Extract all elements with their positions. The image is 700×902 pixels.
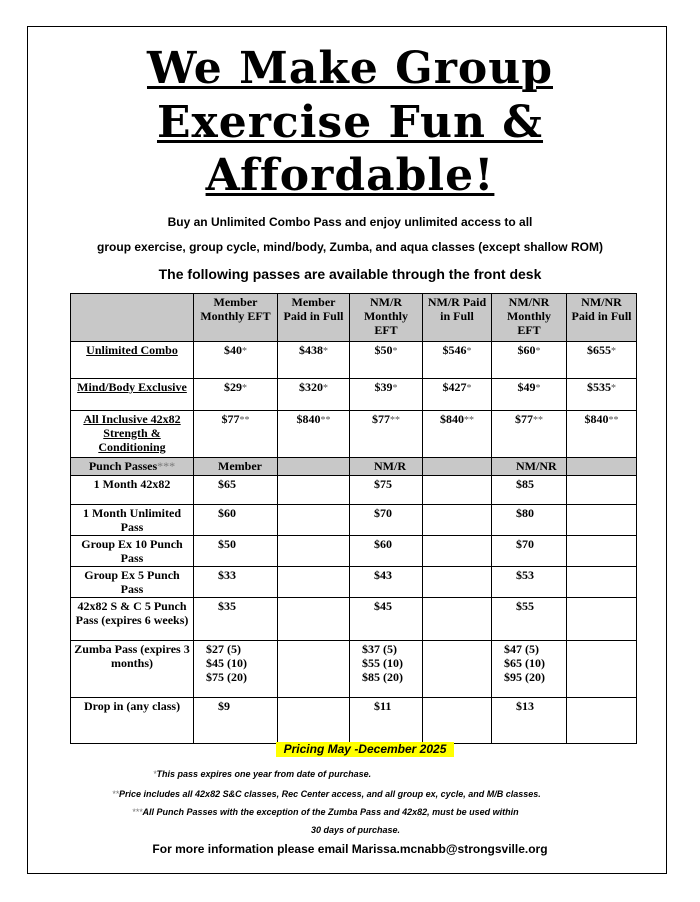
price-footnote-mark: * — [466, 346, 472, 357]
empty-cell — [278, 698, 350, 744]
row-label — [71, 379, 194, 411]
nmnr-price: $55 — [492, 598, 567, 641]
price-value: $77 — [372, 412, 390, 426]
punch-header-label — [71, 458, 194, 476]
footnote-text: This pass expires one year from date of purchase. — [156, 769, 372, 779]
footnote-text: Price includes all 42x82 S&C classes, Rec Center access, and all group ex, cycle, and M/B classes. — [119, 789, 541, 799]
pricing-table — [70, 293, 637, 744]
row-label: Group Ex 10 Punch Pass — [71, 536, 194, 567]
empty-cell — [567, 476, 637, 505]
table-row — [71, 379, 637, 411]
price-cell — [350, 411, 423, 458]
header-cell: NM/R Monthly EFT — [350, 294, 423, 342]
member-price: $50 — [194, 536, 278, 567]
nmnr-price: $53 — [492, 567, 567, 598]
empty-cell — [423, 505, 492, 536]
price-footnote-mark: ** — [239, 415, 250, 426]
header-cell: NM/NR Monthly EFT — [492, 294, 567, 342]
nmnr-price: $13 — [492, 698, 567, 744]
price-cell — [194, 379, 278, 411]
price-cell — [194, 342, 278, 379]
price-footnote-mark: ** — [390, 415, 400, 426]
footnote-2 — [112, 789, 541, 799]
table-row — [71, 411, 637, 458]
punch-header-empty — [567, 458, 637, 476]
subheading: The following passes are available through the front desk — [158, 266, 542, 282]
price-footnote-mark: * — [392, 346, 398, 357]
price-footnote-mark: * — [242, 346, 247, 357]
price-value: $655 — [587, 343, 611, 357]
nmr-price: $75 — [350, 476, 423, 505]
punch-header-text: Punch Passes — [88, 459, 158, 473]
price-cell — [350, 379, 423, 411]
intro-line-1: Buy an Unlimited Combo Pass and enjoy unlimited access to all — [167, 215, 533, 229]
price-footnote-mark: * — [535, 383, 541, 394]
row-label-text: Mind/Body Exclusive — [77, 380, 187, 394]
punch-header-nmnr: NM/NR — [492, 458, 567, 476]
row-label: 42x82 S & C 5 Punch Pass (expires 6 weeks) — [71, 598, 194, 641]
punch-header-empty — [423, 458, 492, 476]
table-row — [71, 476, 637, 505]
row-label — [71, 342, 194, 379]
row-label — [71, 411, 194, 458]
title-line-3: Affordable! — [205, 150, 495, 201]
price-value: $840 — [440, 412, 464, 426]
table-row — [71, 536, 637, 567]
header-cell: Member Paid in Full — [278, 294, 350, 342]
nmr-price: $70 — [350, 505, 423, 536]
empty-cell — [423, 598, 492, 641]
empty-cell — [278, 641, 350, 698]
price-cell — [423, 342, 492, 379]
member-price: $27 (5) $45 (10) $75 (20) — [194, 641, 278, 698]
member-price: $9 — [194, 698, 278, 744]
row-label: 1 Month Unlimited Pass — [71, 505, 194, 536]
row-label: 1 Month 42x82 — [71, 476, 194, 505]
member-price: $35 — [194, 598, 278, 641]
price-cell — [423, 379, 492, 411]
price-value: $49 — [517, 380, 536, 394]
price-footnote-mark: * — [242, 383, 247, 394]
price-footnote-mark: * — [392, 383, 398, 394]
row-label: Drop in (any class) — [71, 698, 194, 744]
price-cell — [492, 379, 567, 411]
price-footnote-mark: ** — [608, 415, 619, 426]
price-footnote-mark: * — [611, 346, 616, 357]
empty-cell — [567, 641, 637, 698]
price-cell — [194, 411, 278, 458]
price-cell — [350, 342, 423, 379]
price-cell — [278, 379, 350, 411]
empty-cell — [567, 598, 637, 641]
nmr-price: $43 — [350, 567, 423, 598]
price-footnote-mark: ** — [320, 415, 331, 426]
punch-header-empty — [278, 458, 350, 476]
title-line-2: Exercise Fun & — [156, 97, 544, 148]
nmr-price: $37 (5) $55 (10) $85 (20) — [350, 641, 423, 698]
table-header-row — [71, 294, 637, 342]
table-row — [71, 567, 637, 598]
footnote-3 — [132, 807, 519, 817]
empty-cell — [278, 476, 350, 505]
empty-cell — [567, 505, 637, 536]
member-price: $65 — [194, 476, 278, 505]
empty-cell — [423, 567, 492, 598]
row-label-text: Unlimited Combo — [86, 343, 178, 357]
price-value: $50 — [374, 343, 393, 357]
nmnr-price: $85 — [492, 476, 567, 505]
price-value: $427 — [442, 380, 467, 394]
price-cell — [423, 411, 492, 458]
pricing-period-highlight: Pricing May -December 2025 — [276, 742, 454, 757]
price-value: $77 — [515, 412, 533, 426]
punch-header-nmr: NM/R — [350, 458, 423, 476]
intro-line-2: group exercise, group cycle, mind/body, Zumba, and aqua classes (except shallow ROM) — [97, 240, 603, 254]
empty-cell — [278, 505, 350, 536]
footnote-3-continued: 30 days of purchase. — [311, 825, 401, 835]
header-cell — [71, 294, 194, 342]
price-footnote-mark: * — [323, 383, 328, 394]
table-row — [71, 598, 637, 641]
punch-header-member: Member — [194, 458, 278, 476]
footnote-mark: ** — [112, 789, 120, 799]
nmnr-price: $47 (5) $65 (10) $95 (20) — [492, 641, 567, 698]
empty-cell — [423, 698, 492, 744]
empty-cell — [423, 536, 492, 567]
nmr-price: $45 — [350, 598, 423, 641]
price-cell — [278, 411, 350, 458]
price-value: $840 — [584, 412, 609, 426]
empty-cell — [278, 598, 350, 641]
price-value: $77 — [221, 412, 240, 426]
header-cell: Member Monthly EFT — [194, 294, 278, 342]
table-row — [71, 641, 637, 698]
table-row — [71, 505, 637, 536]
price-cell — [567, 411, 637, 458]
price-value: $40 — [224, 343, 242, 357]
price-cell — [278, 342, 350, 379]
price-footnote-mark: * — [611, 383, 616, 394]
footnote-text: All Punch Passes with the exception of the Zumba Pass and 42x82, must be used within — [142, 807, 519, 817]
empty-cell — [423, 641, 492, 698]
row-label: Zumba Pass (expires 3 months) — [71, 641, 194, 698]
header-cell: NM/R Paid in Full — [423, 294, 492, 342]
footnote-mark: *** — [132, 807, 143, 817]
price-cell — [492, 342, 567, 379]
row-label: Group Ex 5 Punch Pass — [71, 567, 194, 598]
price-value: $39 — [374, 380, 393, 394]
empty-cell — [567, 536, 637, 567]
nmr-price: $60 — [350, 536, 423, 567]
nmnr-price: $80 — [492, 505, 567, 536]
contact-info: For more information please email Marissa.mcnabb@strongsville.org — [152, 842, 548, 856]
punch-header-mark: *** — [157, 459, 176, 473]
table-row — [71, 698, 637, 744]
empty-cell — [567, 567, 637, 598]
price-value: $840 — [296, 412, 321, 426]
member-price: $60 — [194, 505, 278, 536]
empty-cell — [423, 476, 492, 505]
price-footnote-mark: ** — [464, 415, 474, 426]
table-row — [71, 342, 637, 379]
price-value: $438 — [299, 343, 323, 357]
price-footnote-mark: ** — [533, 415, 543, 426]
price-value: $546 — [442, 343, 467, 357]
price-footnote-mark: * — [323, 346, 328, 357]
title-line-1: We Make Group — [146, 43, 553, 94]
price-value: $29 — [224, 380, 242, 394]
price-cell — [492, 411, 567, 458]
header-cell: NM/NR Paid in Full — [567, 294, 637, 342]
footnote-mark: * — [153, 769, 157, 779]
row-label-text: All Inclusive 42x82 Strength & Conditioning — [83, 412, 181, 454]
price-cell — [567, 379, 637, 411]
punch-section-header — [71, 458, 637, 476]
nmnr-price: $70 — [492, 536, 567, 567]
price-value: $60 — [517, 343, 536, 357]
empty-cell — [278, 567, 350, 598]
nmr-price: $11 — [350, 698, 423, 744]
price-footnote-mark: * — [535, 346, 541, 357]
empty-cell — [567, 698, 637, 744]
footnote-1 — [153, 769, 371, 779]
price-cell — [567, 342, 637, 379]
price-value: $535 — [587, 380, 611, 394]
price-value: $320 — [299, 380, 323, 394]
member-price: $33 — [194, 567, 278, 598]
price-footnote-mark: * — [466, 383, 472, 394]
empty-cell — [278, 536, 350, 567]
